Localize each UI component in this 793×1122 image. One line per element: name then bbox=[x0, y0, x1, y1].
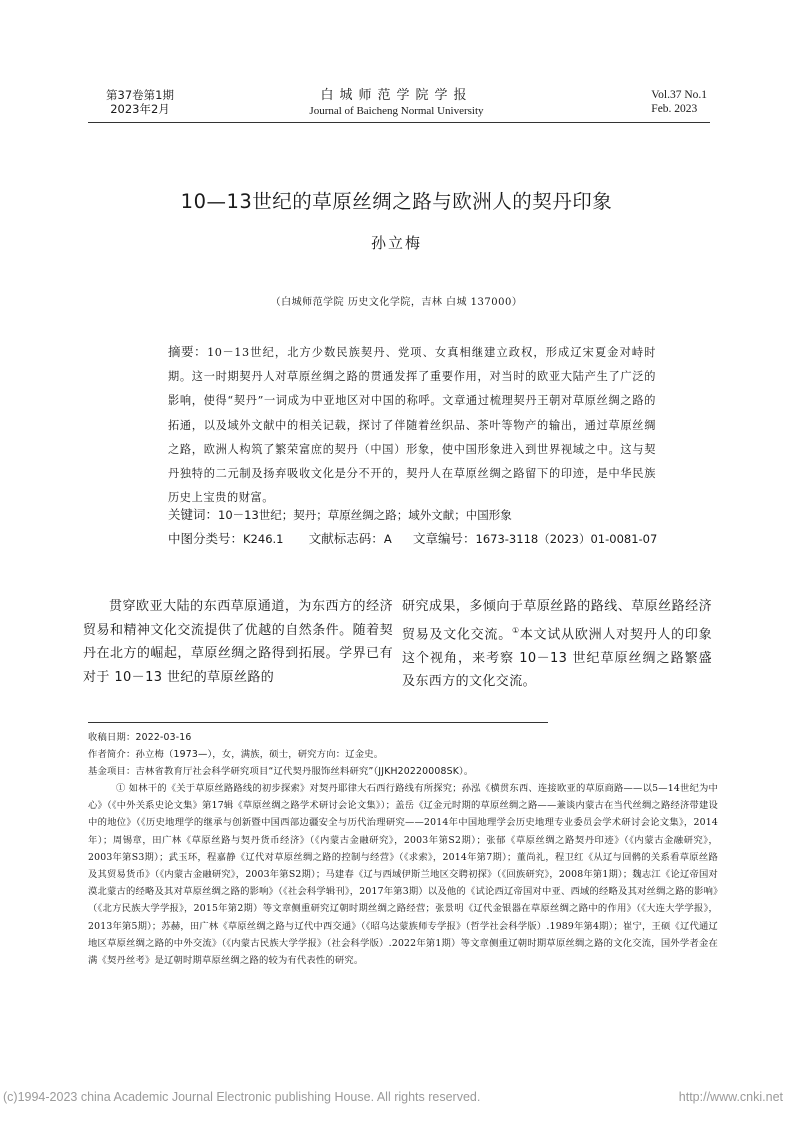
article-no-label: 文章编号： bbox=[413, 531, 476, 546]
keywords-text: 10－13世纪；契丹；草原丝绸之路；域外文献；中国形象 bbox=[218, 508, 512, 522]
fund-label: 基金项目： bbox=[88, 766, 136, 777]
author-bio bbox=[88, 746, 718, 763]
received-label: 收稿日期： bbox=[88, 732, 136, 743]
article-title: 10—13世纪的草原丝绸之路与欧洲人的契丹印象 bbox=[180, 190, 613, 213]
body-text-a: 研究成果，多倾向于草原丝路的路线、草原丝路经济贸易及文化交流。 bbox=[402, 599, 712, 642]
site-link[interactable]: http://www.cnki.net bbox=[678, 1090, 783, 1104]
body-column-left: 贯穿欧亚大陆的东西草原通道，为东西方的经济贸易和精神文化交流提供了优越的自然条件。随着契丹在北方的崛起，草原丝绸之路得到拓展。学界已有对于 10－13 世纪的草原丝路的 bbox=[83, 599, 393, 685]
journal-name-en: Journal of Baicheng Normal University bbox=[309, 105, 484, 117]
issue-date: 2023年2月 bbox=[110, 102, 170, 116]
volume-number: Vol.37 No.1 bbox=[651, 89, 707, 101]
copyright-text: (c)1994-2023 china Academic Journal Electronic publishing House. All rights reserved. bbox=[3, 1090, 481, 1104]
received-date bbox=[88, 729, 718, 746]
fund-info bbox=[88, 763, 718, 780]
body-column-right bbox=[402, 595, 712, 694]
volume-info bbox=[651, 88, 707, 116]
classification-line bbox=[168, 529, 668, 547]
clc-value: K246.1 bbox=[243, 532, 284, 546]
author-affiliation: （白城师范学院 历史文化学院，吉林 白城 137000） bbox=[270, 297, 523, 308]
abstract-label: 摘要： bbox=[168, 344, 208, 359]
body-text-b: 本文试从欧洲人对契丹人的印象这个视角，来考察 10－13 世纪草原丝绸之路繁盛及东西方的文化交流。 bbox=[402, 626, 712, 690]
journal-name-cn: 白城师范学院学报 bbox=[320, 88, 473, 103]
author-bio-label: 作者简介： bbox=[88, 749, 136, 760]
fund-text: 吉林省教育厅社会科学研究项目“辽代契丹服饰丝料研究”（JJKH20220008SK）。 bbox=[135, 766, 474, 777]
footnote-ref: ① bbox=[511, 625, 520, 635]
article-author: 孙立梅 bbox=[370, 234, 422, 252]
keywords bbox=[168, 505, 512, 523]
keywords-label: 关键词： bbox=[168, 507, 219, 522]
article-no-value: 1673-3118（2023）01-0081-07 bbox=[475, 532, 658, 546]
issue-number: 第37卷第1期 bbox=[106, 88, 174, 102]
footnote-divider bbox=[88, 722, 548, 723]
footnote-1: ① 如林干的《关于草原丝路路线的初步探索》对契丹耶律大石西行路线有所探究；孙泓《横贯东西、连接欧亚的草原商路——以5—14世纪为中心》（《中外关系史论文集》第17辑《草原丝绸之路学术研讨会论文集》）；盖岳《辽金元时期的草原丝绸之路——兼谈内蒙古在当代丝绸之路经济带建设中的地位》（《历史地理学的继承与创新暨中国西部边疆安全与历代治理研究——2014年中国地理学会历史地理专业委员会学术研讨会论文集》，2014年）；周锡章，田广林《草原丝路与契丹货币经济》（《内蒙古金融研究》，2003年第S2期）；张郁《草原丝绸之路契丹印迹》（《内蒙古金融研究》，2003年第S3期）；武玉环，程嘉静《辽代对草原丝绸之路的控制与经营》（《求索》，2014年第7期）；董尚礼，程卫红《从辽与回鹘的关系看草原丝路及其贸易货币》（《内蒙古金融研究》，2003年第S2期）；马建春《辽与西域伊斯兰地区交聘初探》（《回族研究》，2008年第1期）；魏志江《论辽帝国对漠北蒙古的经略及其对草原丝绸之路的影响》（《社会科学辑刊》，2017年第3期）以及他的《试论西辽帝国对中亚、西域的经略及其对丝绸之路的影响》（《北方民族大学学报》，2015年第2期）等文章侧重研究辽朝时期丝绸之路经营；张景明《辽代金银器在草原丝绸之路中的作用》（《大连大学学报》，2013年第5期）；苏赫，田广林《草原丝绸之路与辽代中西交通》（《昭乌达蒙族师专学报》（哲学社会科学版）.1989年第4期）；崔宁，王硕《辽代通辽地区草原丝绸之路的中外交流》（《内蒙古民族大学学报》（社会科学版）.2022年第1期）等文章侧重辽朝时期草原丝绸之路的文化交流，国外学者金在满《契丹丝考》是辽朝时期草原丝绸之路的较为有代表性的研究。 bbox=[88, 783, 718, 967]
received-value: 2022-03-16 bbox=[135, 732, 192, 743]
doc-code-value: A bbox=[383, 532, 392, 546]
doc-code-label: 文献标志码： bbox=[308, 531, 384, 546]
header-divider bbox=[88, 122, 710, 123]
volume-month: Feb. 2023 bbox=[651, 103, 698, 115]
abstract bbox=[168, 340, 656, 510]
abstract-text: 10－13世纪，北方少数民族契丹、党项、女真相继建立政权，形成辽宋夏金对峙时期。这一时期契丹人对草原丝绸之路的贯通发挥了重要作用，对当时的欧亚大陆产生了广泛的影响，使得“契丹”一词成为中亚地区对中国的称呼。文章通过梳理契丹王朝对草原丝绸之路的拓通，以及域外文献中的相关记载，探讨了伴随着丝织品、茶叶等物产的输出，通过草原丝绸之路，欧洲人构筑了繁荣富庶的契丹（中国）形象，使中国形象进入到世界视域之中。这与契丹独特的二元制及扬弃吸收文化是分不开的，契丹人在草原丝绸之路留下的印迹，是中华民族历史上宝贵的财富。 bbox=[168, 346, 656, 505]
author-bio-text: 孙立梅（1973—），女，满族，硕士，研究方向：辽金史。 bbox=[135, 749, 384, 760]
clc-label: 中图分类号： bbox=[168, 531, 244, 546]
